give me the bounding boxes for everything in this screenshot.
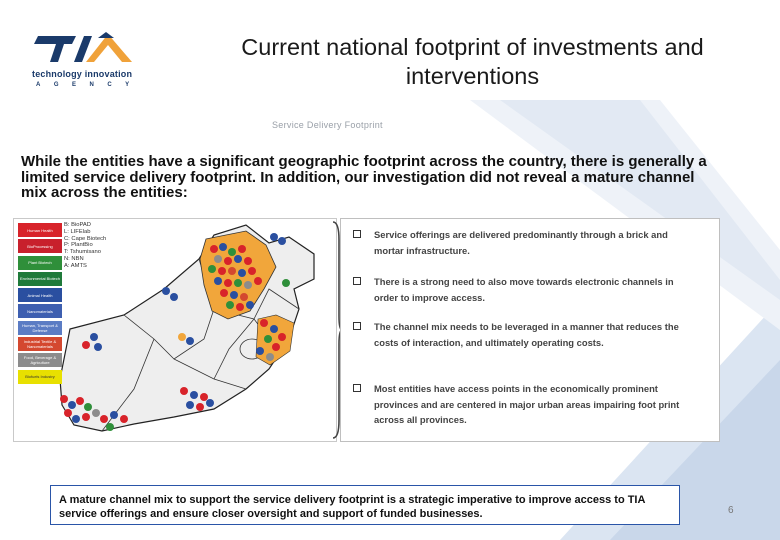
legend-item: Food, Beverage & Agriculture (18, 353, 62, 367)
entity-code: T: Tshumisano (64, 249, 101, 256)
entity-code: B: BioPAD (64, 222, 91, 228)
checkbox-bullet-icon (353, 384, 361, 392)
map-legend (18, 223, 62, 386)
legend-item: Nanomaterials (18, 304, 62, 318)
legend-item: Human Health (18, 223, 62, 237)
legend-item: Industrial Textile & Nanomaterials (18, 337, 62, 351)
entity-code: P: PlantBio (64, 242, 93, 249)
checkbox-bullet-icon (353, 230, 361, 238)
legend-item: Biofuels Industry (18, 370, 62, 384)
south-africa-map (14, 219, 336, 441)
entity-code: C: Cape Biotech (64, 235, 107, 242)
page-number: 6 (728, 505, 734, 516)
finding-text: The channel mix needs to be leveraged in a manner that reduces the costs of interaction, and ultimately operating costs. (374, 321, 679, 348)
callout-text: A mature channel mix to support the service delivery footprint is a strategic imperative to improve access to TIA service offerings and ensure closer oversight and support of funded businesses. (59, 494, 646, 520)
callout-box (50, 485, 680, 525)
entity-code: N: NBN (64, 255, 84, 262)
checkbox-bullet-icon (353, 277, 361, 285)
footprint-map (13, 218, 337, 442)
logo-subtext: AGENCY (36, 82, 143, 88)
findings-panel (340, 218, 720, 442)
legend-item: Environmental Biotech (18, 272, 62, 286)
section-subtitle: Service Delivery Footprint (272, 120, 383, 130)
entity-code: L: LIFElab (64, 228, 91, 235)
checkbox-bullet-icon (353, 322, 361, 330)
finding-item (353, 227, 698, 258)
intro-paragraph: While the entities have a significant geographic footprint across the country, there is generally a limited service delivery footprint. In addition, our investigation did not reveal a mature channel mix across the entities: (21, 153, 707, 201)
finding-item (353, 319, 698, 350)
legend-item: BioProcessing (18, 239, 62, 253)
finding-item (353, 381, 698, 428)
finding-text: Most entities have access points in the economically prominent provinces and are centered in major urban areas impairing foot print across all provinces. (374, 383, 680, 425)
finding-text: Service offerings are delivered predominantly through a brick and mortar infrastructure. (374, 229, 668, 256)
legend-item: Human, Transport & Defense (18, 321, 62, 335)
finding-text: There is a strong need to also move towards electronic channels in order to improve access. (374, 276, 674, 303)
page-title: Current national footprint of investments and interventions (241, 34, 704, 89)
logo-text: technology innovation (32, 69, 133, 79)
entity-code: A: AMTS (64, 262, 87, 269)
legend-item: Plant Biotech (18, 256, 62, 270)
legend-item: Animal Health (18, 288, 62, 302)
entity-codes (64, 222, 106, 270)
finding-item (353, 274, 698, 305)
